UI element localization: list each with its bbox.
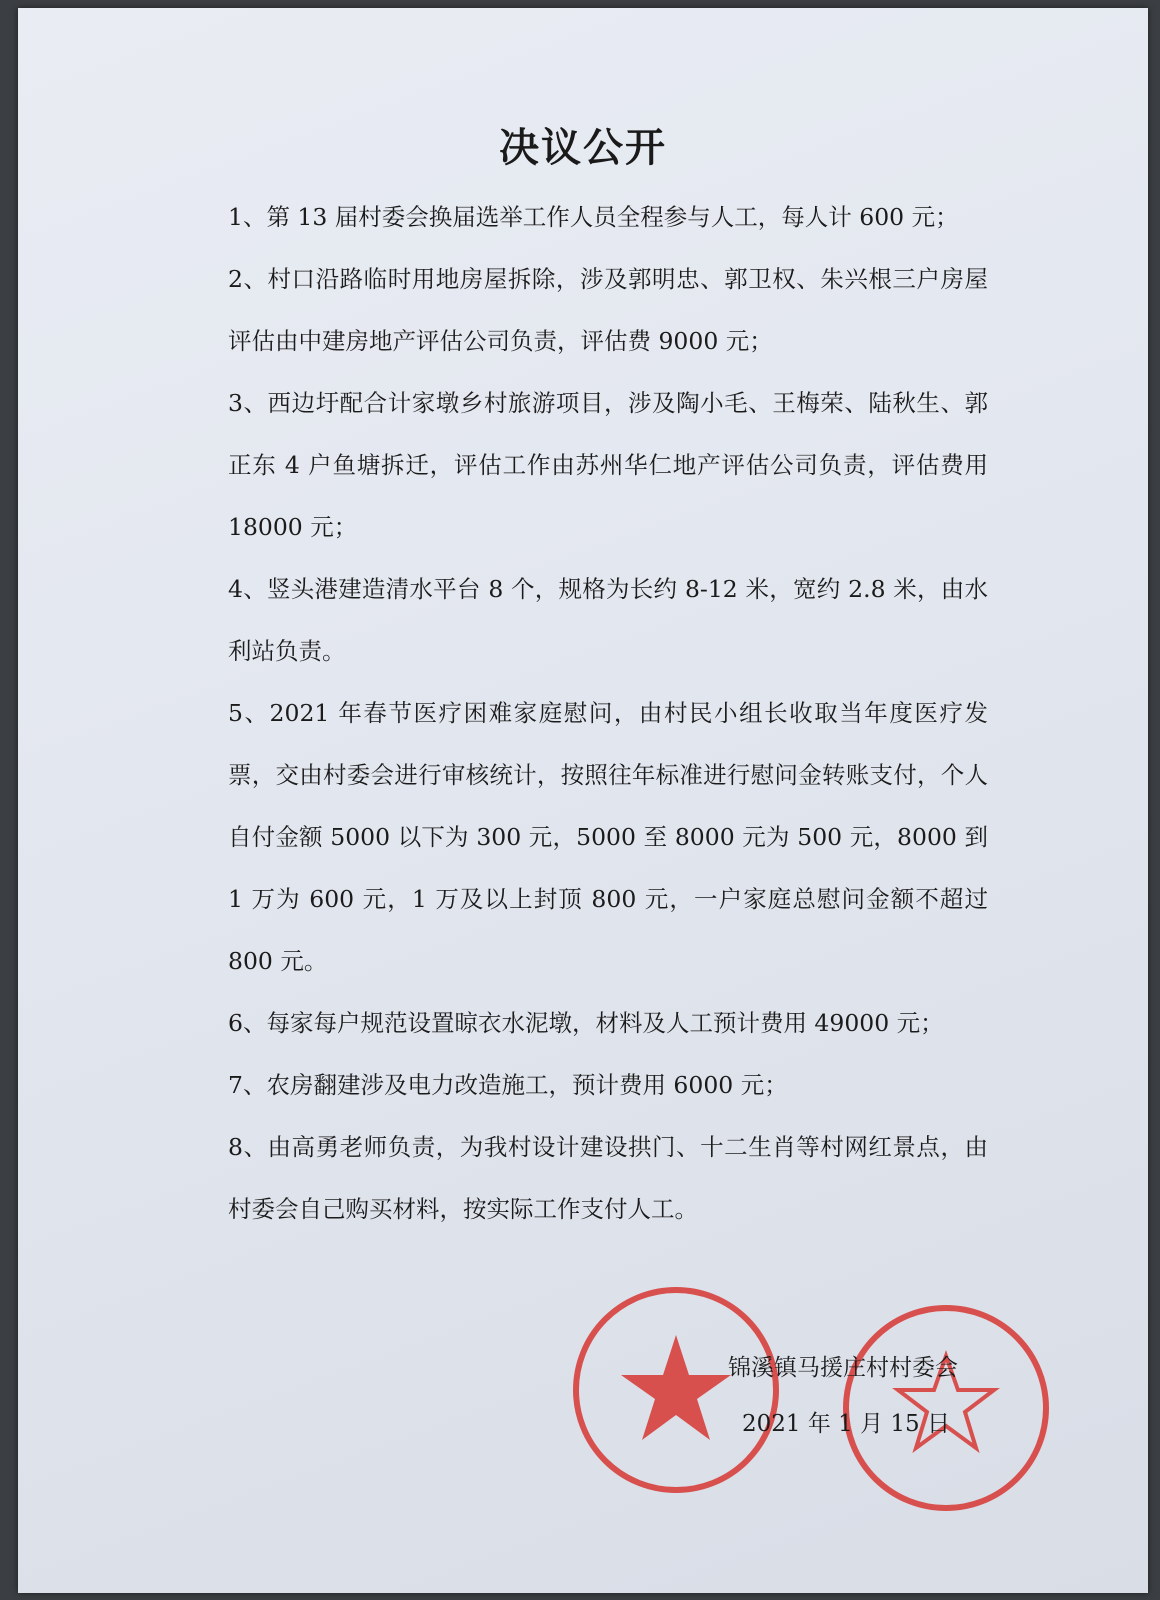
document-body xyxy=(228,186,988,1240)
document-page xyxy=(18,8,1148,1593)
paragraph-2: 2、村口沿路临时用地房屋拆除，涉及郭明忠、郭卫权、朱兴根三户房屋评估由中建房地产评估公司负责，评估费 9000 元； xyxy=(228,265,988,355)
paragraph-4: 4、竖头港建造清水平台 8 个，规格为长约 8-12 米，宽约 2.8 米，由水利站负责。 xyxy=(228,575,988,665)
star-icon xyxy=(621,1335,731,1440)
signature-block xyxy=(728,1340,958,1452)
paragraph-7: 7、农房翻建涉及电力改造施工，预计费用 6000 元； xyxy=(228,1071,788,1099)
paragraph-5: 5、2021 年春节医疗困难家庭慰问，由村民小组长收取当年度医疗发票，交由村委会进行审核统计，按照往年标准进行慰问金转账支付，个人自付金额 5000 以下为 300 元，5000 至 8000 元为 500 元，8000 到 1 万为 600 元，1 万及以上封顶 800 元，一户家庭总慰问金额不超过 800 元。 xyxy=(228,699,988,975)
signature-date: 2021 年 1 月 15 日 xyxy=(742,1411,950,1437)
paragraph-6: 6、每家每户规范设置晾衣水泥墩，材料及人工预计费用 49000 元； xyxy=(228,1009,944,1037)
document-title: 决议公开 xyxy=(499,124,667,171)
paragraph-8: 8、由高勇老师负责，为我村设计建设拱门、十二生肖等村网红景点，由村委会自己购买材料，按实际工作支付人工。 xyxy=(228,1133,988,1223)
paragraph-3: 3、西边圩配合计家墩乡村旅游项目，涉及陶小毛、王梅荣、陆秋生、郭正东 4 户鱼塘拆迁，评估工作由苏州华仁地产评估公司负责，评估费用 18000 元； xyxy=(228,389,988,541)
signature-org: 锦溪镇马援庄村村委会 xyxy=(728,1355,958,1381)
paragraph-1: 1、第 13 届村委会换届选举工作人员全程参与人工，每人计 600 元； xyxy=(228,203,959,231)
